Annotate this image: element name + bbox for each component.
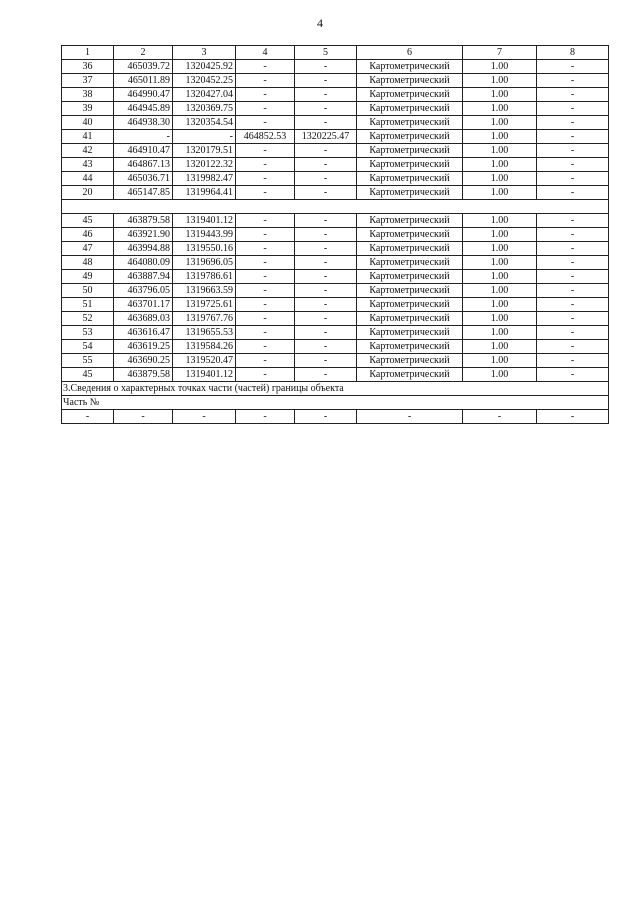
table-cell: -: [537, 368, 609, 382]
table-cell: 1.00: [463, 256, 537, 270]
table-cell: 42: [62, 144, 114, 158]
table-cell: -: [295, 214, 357, 228]
table-cell: -: [236, 102, 295, 116]
table-cell: 1319401.12: [173, 214, 236, 228]
table-cell: 464080.09: [114, 256, 173, 270]
table-cell: -: [295, 88, 357, 102]
table-cell: 1319443.99: [173, 228, 236, 242]
table-cell: 41: [62, 130, 114, 144]
table-cell: -: [537, 312, 609, 326]
table-cell: 463796.05: [114, 284, 173, 298]
table-cell: -: [236, 74, 295, 88]
table-cell: Картометрический: [357, 102, 463, 116]
section-3: [62, 382, 609, 424]
part-label-row: [62, 396, 609, 410]
table-row: [62, 144, 609, 158]
table-cell: -: [537, 228, 609, 242]
table-cell: Картометрический: [357, 284, 463, 298]
table-cell: 1.00: [463, 298, 537, 312]
table-cell: -: [295, 74, 357, 88]
table-cell: Картометрический: [357, 130, 463, 144]
table-cell: -: [537, 340, 609, 354]
table-cell: -: [537, 172, 609, 186]
table-cell: 1319655.53: [173, 326, 236, 340]
table-cell: 1319401.12: [173, 368, 236, 382]
table-cell: Картометрический: [357, 116, 463, 130]
table-cell: 1.00: [463, 144, 537, 158]
table-cell: -: [236, 116, 295, 130]
table-cell: -: [236, 214, 295, 228]
table-cell: -: [173, 410, 236, 424]
table-cell: 1320179.51: [173, 144, 236, 158]
table-cell: Картометрический: [357, 186, 463, 200]
table-cell: 1319696.05: [173, 256, 236, 270]
table-cell: -: [236, 340, 295, 354]
column-header: 5: [295, 46, 357, 60]
table-row: [62, 228, 609, 242]
column-header: 6: [357, 46, 463, 60]
table-cell: Картометрический: [357, 298, 463, 312]
table-cell: -: [537, 410, 609, 424]
table-row: [62, 88, 609, 102]
table-cell: -: [236, 172, 295, 186]
table-cell: 463616.47: [114, 326, 173, 340]
table-cell: Картометрический: [357, 158, 463, 172]
table-cell: 463994.88: [114, 242, 173, 256]
table-cell: 20: [62, 186, 114, 200]
table-cell: 464867.13: [114, 158, 173, 172]
table-cell: 464910.47: [114, 144, 173, 158]
table-cell: -: [537, 88, 609, 102]
table-cell: -: [295, 158, 357, 172]
column-header: 4: [236, 46, 295, 60]
table-cell: 1319982.47: [173, 172, 236, 186]
table-cell: -: [537, 116, 609, 130]
table-cell: 465039.72: [114, 60, 173, 74]
table-cell: -: [114, 130, 173, 144]
table-cell: -: [295, 270, 357, 284]
table-cell: -: [537, 354, 609, 368]
table-row: [62, 130, 609, 144]
table-row: [62, 312, 609, 326]
table-cell: -: [295, 298, 357, 312]
table-cell: 1319786.61: [173, 270, 236, 284]
table-cell: Картометрический: [357, 214, 463, 228]
table-cell: 43: [62, 158, 114, 172]
table-row: [62, 270, 609, 284]
table-row: [62, 326, 609, 340]
table-cell: 1.00: [463, 270, 537, 284]
table-cell: -: [236, 228, 295, 242]
table-cell: 44: [62, 172, 114, 186]
table-cell: -: [537, 74, 609, 88]
page-number: 4: [317, 16, 323, 30]
separator-row: [62, 200, 609, 214]
table-cell: 1.00: [463, 228, 537, 242]
table-cell: -: [537, 298, 609, 312]
section-title-row: [62, 382, 609, 396]
table-cell: 463619.25: [114, 340, 173, 354]
table-cell: 1.00: [463, 340, 537, 354]
section-3-title: 3.Сведения о характерных точках части (частей) границы объекта: [62, 382, 609, 396]
table-cell: -: [295, 60, 357, 74]
table-cell: 1.00: [463, 172, 537, 186]
table-cell: 49: [62, 270, 114, 284]
table-cell: -: [236, 158, 295, 172]
table-cell: 37: [62, 74, 114, 88]
part-values-row: [62, 410, 609, 424]
table-cell: Картометрический: [357, 270, 463, 284]
table-cell: -: [295, 242, 357, 256]
table-cell: -: [236, 410, 295, 424]
table-cell: 463887.94: [114, 270, 173, 284]
table-cell: 1.00: [463, 354, 537, 368]
table-cell: -: [295, 186, 357, 200]
table-cell: 1320225.47: [295, 130, 357, 144]
table-cell: -: [236, 270, 295, 284]
table-cell: Картометрический: [357, 172, 463, 186]
table-cell: 1320354.54: [173, 116, 236, 130]
table-cell: 463921.90: [114, 228, 173, 242]
table-cell: -: [236, 242, 295, 256]
table-row: [62, 256, 609, 270]
table-cell: 465011.89: [114, 74, 173, 88]
table-cell: -: [295, 256, 357, 270]
table-cell: 463879.58: [114, 214, 173, 228]
table-cell: 1.00: [463, 284, 537, 298]
table-cell: 40: [62, 116, 114, 130]
table-cell: -: [236, 368, 295, 382]
table-cell: -: [295, 354, 357, 368]
table-cell: -: [295, 228, 357, 242]
table-cell: -: [236, 354, 295, 368]
table-cell: -: [295, 368, 357, 382]
table-row: [62, 116, 609, 130]
contour-separator: [62, 200, 609, 214]
table-cell: Картометрический: [357, 144, 463, 158]
table-cell: 1319964.41: [173, 186, 236, 200]
table-cell: -: [537, 186, 609, 200]
table-cell: Картометрический: [357, 228, 463, 242]
table-row: [62, 74, 609, 88]
table-cell: 1319584.26: [173, 340, 236, 354]
table-cell: -: [295, 340, 357, 354]
table-cell: 1319725.61: [173, 298, 236, 312]
table-cell: 1319663.59: [173, 284, 236, 298]
table-row: [62, 186, 609, 200]
table-cell: -: [295, 312, 357, 326]
table-cell: 1.00: [463, 130, 537, 144]
table-cell: 1.00: [463, 186, 537, 200]
table-cell: -: [236, 186, 295, 200]
table-cell: 55: [62, 354, 114, 368]
contour-2-rows: [62, 214, 609, 382]
table-cell: -: [236, 144, 295, 158]
table-cell: -: [236, 312, 295, 326]
table-cell: 1.00: [463, 326, 537, 340]
table-cell: 38: [62, 88, 114, 102]
table-cell: -: [236, 298, 295, 312]
table-cell: -: [537, 256, 609, 270]
table-row: [62, 102, 609, 116]
table-cell: -: [537, 284, 609, 298]
table-row: [62, 214, 609, 228]
table-cell: 465036.71: [114, 172, 173, 186]
table-cell: 47: [62, 242, 114, 256]
table-cell: 463690.25: [114, 354, 173, 368]
table-cell: 36: [62, 60, 114, 74]
table-cell: 46: [62, 228, 114, 242]
table-cell: 464945.89: [114, 102, 173, 116]
table-cell: 1.00: [463, 88, 537, 102]
table-cell: 45: [62, 368, 114, 382]
table-cell: 1319550.16: [173, 242, 236, 256]
table-cell: 53: [62, 326, 114, 340]
table-cell: 1319520.47: [173, 354, 236, 368]
column-header: 1: [62, 46, 114, 60]
table-cell: -: [62, 410, 114, 424]
table-cell: 1.00: [463, 214, 537, 228]
table-cell: -: [357, 410, 463, 424]
table-cell: Картометрический: [357, 368, 463, 382]
table-cell: -: [114, 410, 173, 424]
table-row: [62, 242, 609, 256]
table-cell: -: [537, 242, 609, 256]
table-cell: -: [463, 410, 537, 424]
table-cell: 1320122.32: [173, 158, 236, 172]
table-cell: -: [537, 144, 609, 158]
table-cell: 48: [62, 256, 114, 270]
table-cell: -: [236, 60, 295, 74]
table-cell: -: [236, 326, 295, 340]
table-cell: 464852.53: [236, 130, 295, 144]
table-cell: 1.00: [463, 368, 537, 382]
contour-1-rows: [62, 60, 609, 200]
table-cell: 52: [62, 312, 114, 326]
table-row: [62, 158, 609, 172]
table-cell: 1.00: [463, 116, 537, 130]
table-cell: 45: [62, 214, 114, 228]
table-cell: 464990.47: [114, 88, 173, 102]
table-cell: -: [295, 144, 357, 158]
table-cell: 1.00: [463, 74, 537, 88]
table-cell: -: [537, 270, 609, 284]
table-cell: -: [295, 172, 357, 186]
table-cell: Картометрический: [357, 88, 463, 102]
table-cell: -: [236, 256, 295, 270]
table-cell: -: [537, 158, 609, 172]
table-cell: -: [537, 326, 609, 340]
table-cell: -: [537, 130, 609, 144]
table-cell: 463701.17: [114, 298, 173, 312]
table-cell: -: [236, 284, 295, 298]
table-cell: 1.00: [463, 312, 537, 326]
table-cell: -: [537, 60, 609, 74]
table-cell: 1.00: [463, 158, 537, 172]
table-cell: 463689.03: [114, 312, 173, 326]
table-cell: 51: [62, 298, 114, 312]
table-cell: Картометрический: [357, 354, 463, 368]
table-cell: 1320427.04: [173, 88, 236, 102]
table-row: [62, 368, 609, 382]
table-cell: 464938.30: [114, 116, 173, 130]
header-row: [62, 46, 609, 60]
table-cell: -: [236, 88, 295, 102]
table-cell: Картометрический: [357, 326, 463, 340]
table-cell: Картометрический: [357, 340, 463, 354]
table-row: [62, 340, 609, 354]
table-cell: 1319767.76: [173, 312, 236, 326]
table-cell: -: [295, 102, 357, 116]
boundary-points-table: [61, 45, 609, 424]
table-cell: 1.00: [463, 60, 537, 74]
table-cell: Картометрический: [357, 242, 463, 256]
table-cell: -: [173, 130, 236, 144]
table-row: [62, 298, 609, 312]
table-cell: Картометрический: [357, 60, 463, 74]
table-cell: -: [537, 214, 609, 228]
table-cell: 463879.58: [114, 368, 173, 382]
table-cell: 1.00: [463, 102, 537, 116]
table-cell: 54: [62, 340, 114, 354]
table-row: [62, 60, 609, 74]
table-cell: -: [295, 284, 357, 298]
table-cell: 39: [62, 102, 114, 116]
table-row: [62, 172, 609, 186]
table-cell: Картометрический: [357, 74, 463, 88]
table-cell: Картометрический: [357, 312, 463, 326]
table-row: [62, 354, 609, 368]
table-cell: -: [537, 102, 609, 116]
table-row: [62, 284, 609, 298]
table-cell: 465147.85: [114, 186, 173, 200]
table-cell: 50: [62, 284, 114, 298]
table-cell: -: [295, 116, 357, 130]
table-cell: -: [295, 326, 357, 340]
table-cell: Картометрический: [357, 256, 463, 270]
empty-cell: [62, 200, 609, 214]
column-header: 7: [463, 46, 537, 60]
table-cell: -: [295, 410, 357, 424]
table-cell: 1320369.75: [173, 102, 236, 116]
table-cell: 1320452.25: [173, 74, 236, 88]
column-header: 8: [537, 46, 609, 60]
column-header: 3: [173, 46, 236, 60]
part-number-label: Часть №: [62, 396, 609, 410]
table-cell: 1320425.92: [173, 60, 236, 74]
column-header: 2: [114, 46, 173, 60]
table-cell: 1.00: [463, 242, 537, 256]
